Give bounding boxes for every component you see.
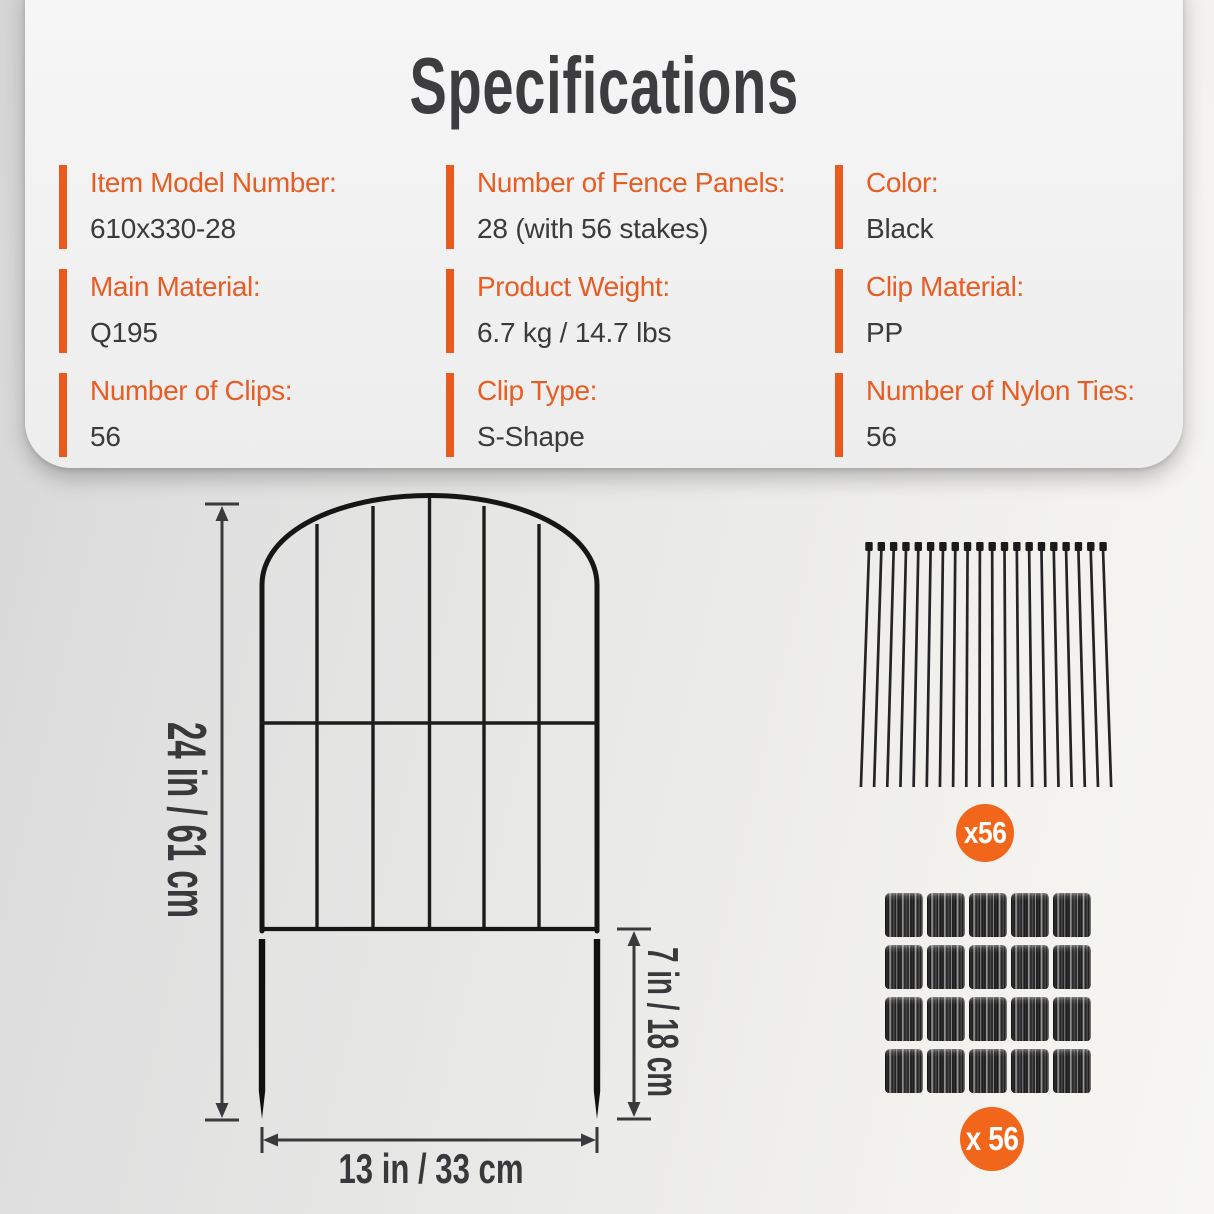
nylon-tie xyxy=(1103,551,1111,787)
spec-label: Main Material: xyxy=(90,271,261,302)
clips-grid xyxy=(885,893,1091,1093)
spec-label: Number of Clips: xyxy=(90,375,293,406)
clip-cluster xyxy=(1053,1049,1091,1093)
nylon-tie-head xyxy=(989,542,996,551)
nylon-tie-head xyxy=(1075,542,1082,551)
nylon-tie xyxy=(1041,551,1045,787)
clip-cluster xyxy=(885,945,923,989)
nylon-tie-head xyxy=(915,542,922,551)
clips-count-label: x 56 xyxy=(965,1120,1019,1157)
nylon-tie-head xyxy=(927,542,934,551)
nylon-tie xyxy=(966,551,967,787)
nylon-tie-head xyxy=(1099,542,1106,551)
clip-cluster xyxy=(927,1049,965,1093)
height-dimension-label: 24 in / 61 cm xyxy=(156,722,218,1050)
clip-cluster xyxy=(1053,893,1091,937)
spec-label: Number of Fence Panels: xyxy=(477,167,786,198)
spec-value: S-Shape xyxy=(477,421,585,452)
clip-cluster xyxy=(927,945,965,989)
ties-count-label: x56 xyxy=(963,815,1007,850)
spec-label: Clip Type: xyxy=(477,375,597,406)
clip-cluster xyxy=(885,997,923,1041)
clip-cluster xyxy=(969,1049,1007,1093)
spec-value: PP xyxy=(866,317,903,348)
nylon-tie-head xyxy=(1087,542,1094,551)
clip-cluster xyxy=(1011,1049,1049,1093)
clip-cluster xyxy=(1011,997,1049,1041)
spec-label: Item Model Number: xyxy=(90,167,337,198)
clip-cluster xyxy=(969,945,1007,989)
nylon-tie-head xyxy=(952,542,959,551)
nylon-ties-group xyxy=(861,542,1111,787)
width-dimension xyxy=(262,1127,597,1192)
clip-cluster xyxy=(885,1049,923,1093)
nylon-tie xyxy=(1091,551,1098,787)
nylon-tie xyxy=(900,551,906,787)
nylon-tie-head xyxy=(964,542,971,551)
spec-value: 56 xyxy=(866,421,897,452)
clip-cluster xyxy=(969,893,1007,937)
fence-stake-left xyxy=(259,939,265,1119)
fence-panel xyxy=(259,496,600,1120)
nylon-tie xyxy=(1017,551,1019,787)
nylon-tie-head xyxy=(1025,542,1032,551)
stake-dimension-label: 7 in / 18 cm xyxy=(638,947,687,1185)
nylon-tie xyxy=(914,551,919,787)
nylon-tie xyxy=(887,551,893,787)
nylon-tie xyxy=(1005,551,1006,787)
nylon-tie-head xyxy=(939,542,946,551)
clip-cluster xyxy=(1053,945,1091,989)
nylon-tie-head xyxy=(890,542,897,551)
nylon-tie-head xyxy=(865,542,872,551)
clips-count-badge xyxy=(960,1107,1024,1171)
stake-dimension xyxy=(617,929,687,1185)
width-dimension-label: 13 in / 33 cm xyxy=(338,1145,524,1192)
nylon-tie xyxy=(861,551,869,787)
nylon-tie xyxy=(1029,551,1032,787)
spec-label: Product Weight: xyxy=(477,271,670,302)
clip-cluster xyxy=(1011,893,1049,937)
fence-stake-right xyxy=(594,939,600,1119)
nylon-tie xyxy=(1078,551,1084,787)
clip-cluster xyxy=(969,997,1007,1041)
spec-value: Q195 xyxy=(90,317,158,348)
spec-label: Number of Nylon Ties: xyxy=(866,375,1135,406)
nylon-tie-head xyxy=(1038,542,1045,551)
nylon-tie xyxy=(874,551,881,787)
clip-cluster xyxy=(885,893,923,937)
clip-cluster xyxy=(927,997,965,1041)
nylon-tie xyxy=(940,551,943,787)
nylon-tie xyxy=(1066,551,1072,787)
spec-value: 610x330-28 xyxy=(90,213,236,244)
nylon-tie-head xyxy=(902,542,909,551)
spec-value: Black xyxy=(866,213,934,244)
spec-value: 56 xyxy=(90,421,121,452)
nylon-tie xyxy=(1054,551,1059,787)
nylon-tie-head xyxy=(1001,542,1008,551)
clip-cluster xyxy=(1053,997,1091,1041)
spec-value: 6.7 kg / 14.7 lbs xyxy=(477,317,672,348)
nylon-tie-head xyxy=(878,542,885,551)
nylon-tie xyxy=(927,551,931,787)
clip-cluster xyxy=(1011,945,1049,989)
nylon-tie-head xyxy=(1062,542,1069,551)
spec-label: Clip Material: xyxy=(866,271,1024,302)
ties-count-badge xyxy=(956,804,1014,862)
nylon-tie-head xyxy=(1050,542,1057,551)
spec-value: 28 (with 56 stakes) xyxy=(477,213,709,244)
nylon-tie-head xyxy=(976,542,983,551)
page-title: Specifications xyxy=(409,41,799,130)
nylon-tie-head xyxy=(1013,542,1020,551)
nylon-tie xyxy=(953,551,955,787)
height-dimension xyxy=(156,504,239,1120)
clip-cluster xyxy=(927,893,965,937)
spec-label: Color: xyxy=(866,167,939,198)
